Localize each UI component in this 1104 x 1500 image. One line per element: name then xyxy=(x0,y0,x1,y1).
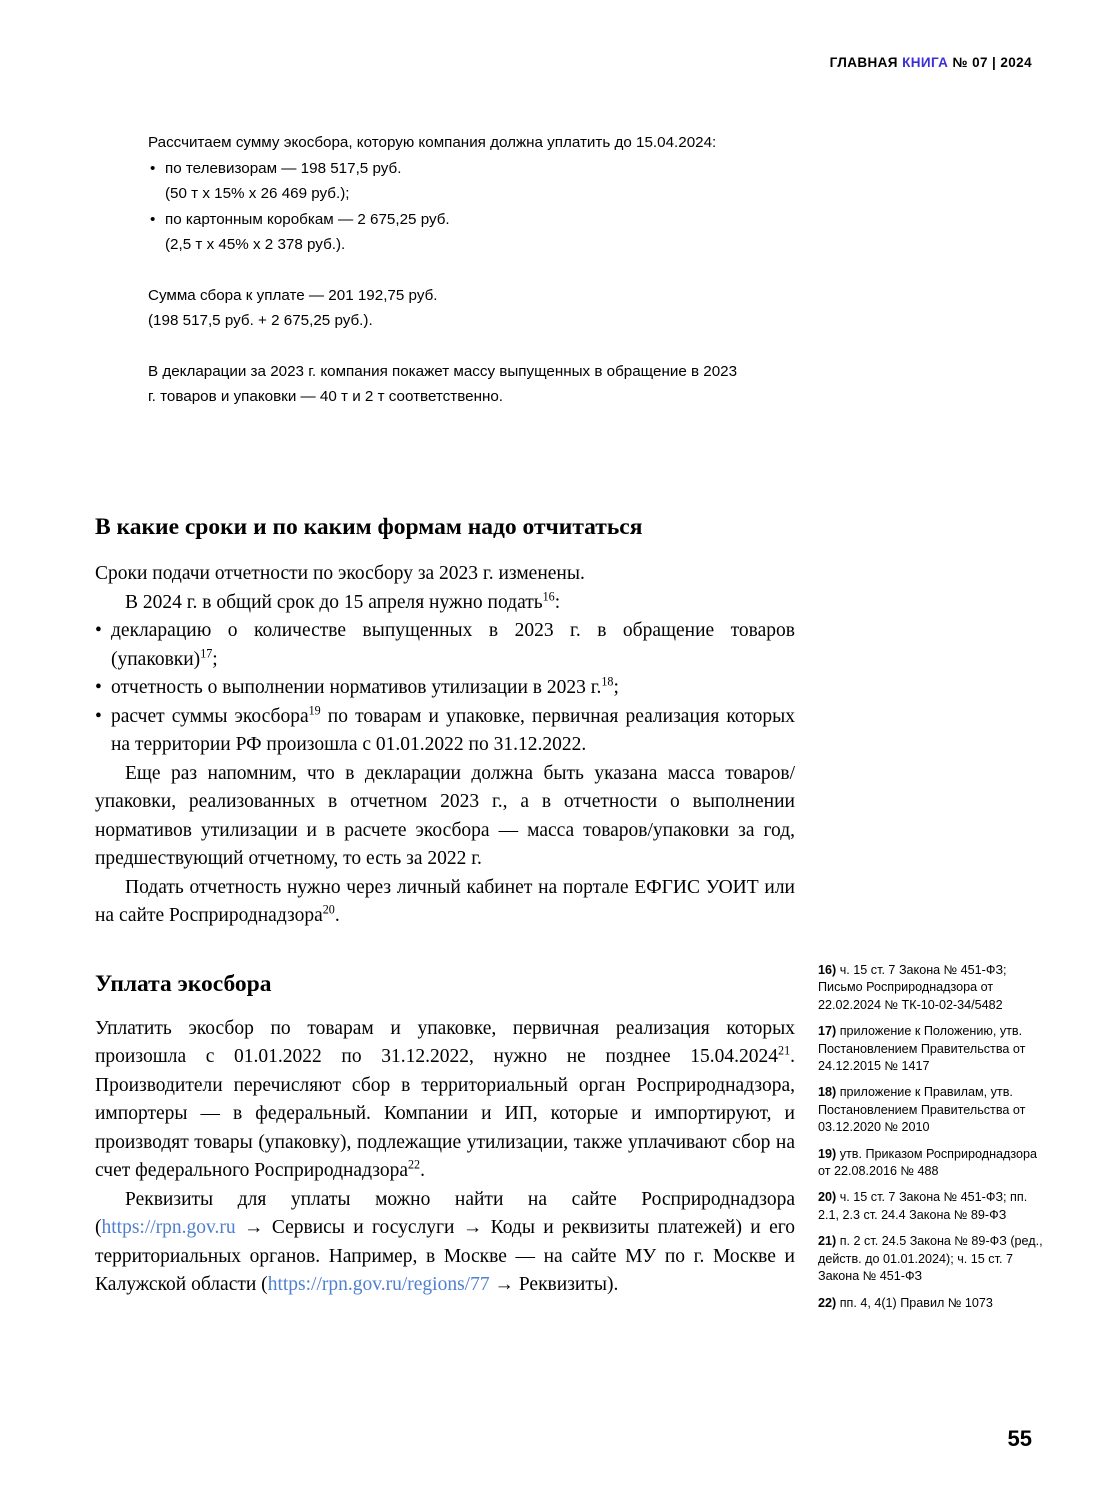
footnote-text: приложение к Положению, утв. Постановлением Правительства от 24.12.2015 № 1417 xyxy=(818,1024,1026,1074)
submission-list xyxy=(95,617,795,760)
paragraph-payment-details-b: → Сервисы и госуслуги → Коды и реквизиты платежей) и его территориальных органов. Например, в Москве — на сайте МУ по г. Москве и Калужской области ( xyxy=(95,1217,795,1295)
example-declaration-note: В декларации за 2023 г. компания покажет массу выпущенных в обращение в 2023 г. товаров и упаковки — 40 т и 2 т соответственно. xyxy=(148,362,738,405)
link-rpn-regions-77[interactable]: https://rpn.gov.ru/regions/77 xyxy=(267,1274,490,1295)
footnote-number: 22) xyxy=(818,1295,837,1310)
footnote-ref-19: 19 xyxy=(308,703,321,717)
footnote-ref-20: 20 xyxy=(322,902,335,917)
paragraph-submit-by-april xyxy=(95,589,795,618)
footnote-ref-18: 18 xyxy=(601,674,614,689)
header-issue: № 07 | 2024 xyxy=(948,55,1032,70)
footnote-number: 17) xyxy=(818,1024,837,1039)
header-brand-part1: ГЛАВНАЯ xyxy=(829,55,903,70)
example-bullet-1-formula: (50 т х 15% х 26 469 руб.); xyxy=(165,185,350,202)
main-text-column xyxy=(95,512,795,1300)
footnote-item xyxy=(818,1146,1043,1181)
page-header xyxy=(830,55,1032,70)
header-brand-highlight: КНИГА xyxy=(902,55,949,70)
paragraph-payment-terms-c: . xyxy=(420,1160,425,1181)
list-item-text: декларацию о количестве выпущенных в 2023 г. в обращение товаров (упаковки) xyxy=(111,620,795,670)
paragraph-mass-reminder: Еще раз напомним, что в декларации должна быть указана масса товаров/упаковки, реализованных в отчетном 2023 г., а в отчетности о выполнении нормативов утилизации и в расчете экосбора — масса товаров/упаковки за год, предшествующий отчетному, то есть за 2022 г. xyxy=(95,762,795,869)
example-bullet-1: • по телевизорам — 198 517,5 руб. xyxy=(148,156,748,182)
paragraph-submit-by-april-tail: : xyxy=(554,591,561,613)
footnote-number: 20) xyxy=(818,1190,837,1205)
paragraph-submit-by-april-text: В 2024 г. в общий срок до 15 апреля нужно подать xyxy=(125,591,543,613)
list-item-tail: ; xyxy=(613,677,619,698)
section-heading-deadlines: В какие сроки и по каким формам надо отчитаться xyxy=(95,514,643,540)
example-intro-text: Рассчитаем сумму экосбора, которую компания должна уплатить до 15.04.2024: xyxy=(148,134,717,151)
list-item xyxy=(95,674,795,703)
footnotes-sidebar xyxy=(818,962,1043,1321)
footnote-ref-16: 16 xyxy=(542,589,555,603)
paragraph-payment-terms-a: Уплатить экосбор по товарам и упаковке, первичная реализация которых произошла с 01.01.2022 по 31.12.2022, нужно не позднее 15.04.2024 xyxy=(95,1017,795,1067)
footnote-ref-21: 21 xyxy=(778,1043,791,1058)
footnote-ref-17: 17 xyxy=(200,646,213,660)
footnote-text: пп. 4, 4(1) Правил № 1073 xyxy=(839,1295,993,1310)
list-item xyxy=(95,703,795,760)
footnote-number: 18) xyxy=(818,1085,837,1100)
example-block xyxy=(148,130,748,410)
list-item xyxy=(95,617,795,674)
paragraph-submit-channel xyxy=(95,874,795,931)
footnote-number: 19) xyxy=(818,1146,837,1161)
paragraph-submit-channel-tail: . xyxy=(334,905,340,926)
footnote-item xyxy=(818,962,1043,1014)
footnote-text: ч. 15 ст. 7 Закона № 451-ФЗ; пп. 2.1, 2.3 ст. 24.4 Закона № 89-ФЗ xyxy=(818,1190,1028,1222)
paragraph-payment-details-a: Реквизиты для уплаты можно найти на сайте Росприроднадзора ( xyxy=(95,1188,795,1238)
paragraph-submit-channel-text: Подать отчетность нужно через личный кабинет на портале ЕФГИС УОИТ или на сайте Росприроднадзора xyxy=(95,876,795,926)
example-bullet-2: • по картонным коробкам — 2 675,25 руб. xyxy=(148,207,748,233)
list-item-tail: по товарам и упаковке, первичная реализация которых на территории РФ произошла с 01.01.2022 по 31.12.2022. xyxy=(111,705,795,755)
footnote-item xyxy=(818,1295,1043,1312)
footnote-text: утв. Приказом Росприроднадзора от 22.08.2016 № 488 xyxy=(818,1146,1038,1179)
page-number: 55 xyxy=(1007,1426,1032,1451)
link-rpn-gov-ru[interactable]: https://rpn.gov.ru xyxy=(101,1217,236,1238)
footnote-item xyxy=(818,1233,1043,1285)
footnote-text: ч. 15 ст. 7 Закона № 451-ФЗ; Письмо Росприроднадзора от 22.02.2024 № ТК-10-02-34/5482 xyxy=(818,963,1007,1012)
footnote-text: приложение к Правилам, утв. Постановлением Правительства от 03.12.2020 № 2010 xyxy=(818,1085,1026,1135)
footnote-item xyxy=(818,1189,1043,1224)
footnote-number: 16) xyxy=(818,963,837,977)
paragraph-payment-details-c: → Реквизиты). xyxy=(489,1274,619,1295)
paragraph-payment-terms xyxy=(95,1015,795,1186)
footnote-item xyxy=(818,1084,1043,1136)
example-bullet-2-formula: (2,5 т х 45% х 2 378 руб.). xyxy=(165,236,346,253)
example-total-formula: (198 517,5 руб. + 2 675,25 руб.). xyxy=(148,312,373,329)
footnote-ref-22: 22 xyxy=(407,1157,421,1172)
paragraph-payment-terms-b: . Производители перечисляют сбор в территориальный орган Росприроднадзора, импортеры — в федеральный. Компании и ИП, которые и импортируют, и производят товары (упаковку), подлежащие утилизации, также уплачивают сбор на счет федерального Росприроднадзора xyxy=(95,1046,795,1181)
list-item-text: отчетность о выполнении нормативов утилизации в 2023 г. xyxy=(111,677,602,698)
footnote-text: п. 2 ст. 24.5 Закона № 89-ФЗ (ред., действ. до 01.01.2024); ч. 15 ст. 7 Закона № 451-ФЗ xyxy=(818,1234,1043,1284)
list-item-tail: ; xyxy=(212,648,218,670)
footnote-number: 21) xyxy=(818,1234,837,1249)
list-item-text: расчет суммы экосбора xyxy=(111,705,309,727)
section-heading-payment: Уплата экосбора xyxy=(95,970,272,997)
paragraph-payment-details xyxy=(95,1186,795,1300)
paragraph-deadlines-intro: Сроки подачи отчетности по экосбору за 2023 г. изменены. xyxy=(95,563,585,584)
example-total: Сумма сбора к уплате — 201 192,75 руб. xyxy=(148,286,438,304)
footnote-item xyxy=(818,1023,1043,1075)
